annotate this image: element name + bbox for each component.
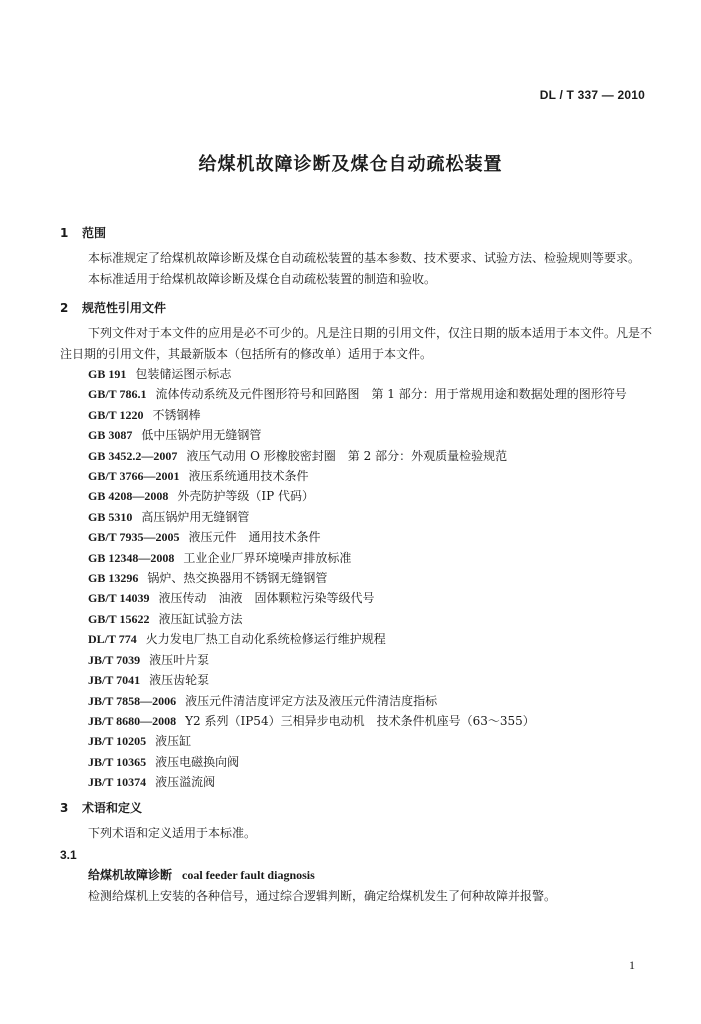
reference-item	[60, 568, 652, 588]
reference-item	[60, 711, 652, 731]
reference-item	[60, 609, 652, 629]
reference-item	[60, 772, 652, 792]
scope-paragraph-1: 本标准规定了给煤机故障诊断及煤仓自动疏松装置的基本参数、技术要求、试验方法、检验规则等要求。	[88, 251, 641, 265]
reference-code: GB 3452.2—2007	[88, 448, 178, 463]
reference-item	[60, 486, 652, 506]
reference-code: JB/T 7041	[88, 673, 141, 688]
reference-code: JB/T 10374	[88, 775, 147, 790]
reference-code: JB/T 10205	[88, 734, 147, 749]
reference-title: 高压锅炉用无缝钢管	[141, 509, 250, 524]
section-number: 3	[60, 800, 69, 815]
reference-item	[60, 588, 652, 608]
reference-title: 液压传动 油液 固体颗粒污染等级代号	[158, 591, 375, 606]
page-number: 1	[629, 958, 635, 972]
reference-item	[60, 405, 652, 425]
reference-title: 液压溢流阀	[155, 775, 216, 790]
reference-code: DL/T 774	[88, 632, 137, 647]
reference-title: 锅炉、热交换器用不锈钢无缝钢管	[147, 571, 328, 586]
terms-intro: 下列术语和定义适用于本标准。	[88, 825, 257, 840]
reference-code: GB 191	[88, 367, 127, 381]
standard-code-header: DL / T 337 — 2010	[539, 88, 645, 102]
reference-code: GB/T 7935—2005	[88, 530, 180, 545]
reference-item	[60, 425, 652, 445]
term-english: coal feeder fault diagnosis	[182, 868, 315, 883]
section-heading-scope	[60, 222, 652, 244]
section-title: 术语和定义	[82, 800, 143, 815]
reference-title: 不锈钢棒	[152, 407, 201, 422]
reference-title: 火力发电厂热工自动化系统检修运行维护规程	[145, 632, 386, 647]
reference-title: 液压气动用 O 形橡胶密封圈 第 2 部分：外观质量检验规范	[186, 448, 508, 463]
section-title: 规范性引用文件	[82, 301, 167, 315]
reference-title: 流体传动系统及元件图形符号和回路图 第 1 部分：用于常规用途和数据处理的图形符号	[155, 387, 627, 402]
reference-code: GB 5310	[88, 509, 133, 524]
section-title: 范围	[82, 226, 107, 240]
reference-code: GB 3087	[88, 428, 133, 443]
reference-title: 液压叶片泵	[149, 652, 210, 667]
normative-intro: 下列文件对于本文件的应用是必不可少的。凡是注日期的引用文件，仅注日期的版本适用于本文件。凡是不注日期的引用文件，其最新版本（包括所有的修改单）适用于本文件。	[60, 326, 653, 361]
reference-title: 液压电磁换向阀	[155, 754, 240, 769]
term-chinese: 给煤机故障诊断	[88, 868, 173, 883]
reference-code: GB/T 14039	[88, 591, 150, 606]
reference-code: JB/T 8680—2008	[88, 713, 177, 728]
reference-title: 外壳防护等级（IP 代码）	[177, 489, 314, 504]
reference-list	[60, 364, 652, 793]
section-heading-normative	[60, 297, 652, 319]
reference-item	[60, 466, 652, 486]
reference-code: JB/T 10365	[88, 754, 147, 769]
reference-code: GB 4208—2008	[88, 489, 169, 504]
reference-title: 液压齿轮泵	[149, 673, 210, 688]
reference-item	[60, 364, 652, 384]
reference-title: 包装储运图示标志	[135, 367, 232, 381]
reference-item	[60, 507, 652, 527]
reference-item	[60, 752, 652, 772]
reference-title: 液压元件清洁度评定方法及液压元件清洁度指标	[185, 693, 438, 708]
scope-paragraph-2: 本标准适用于给煤机故障诊断及煤仓自动疏松装置的制造和验收。	[88, 271, 437, 286]
reference-title: 工业企业厂界环境噪声排放标准	[183, 550, 352, 565]
reference-code: JB/T 7039	[88, 652, 141, 667]
term-number: 3.1	[60, 848, 77, 863]
reference-code: GB/T 3766—2001	[88, 469, 180, 484]
section-number: 2	[60, 301, 69, 315]
reference-code: GB 13296	[88, 571, 139, 586]
reference-code: GB/T 786.1	[88, 387, 147, 402]
reference-title: 液压缸试验方法	[158, 611, 243, 626]
reference-item	[60, 527, 652, 547]
document-title: 给煤机故障诊断及煤仓自动疏松装置	[198, 154, 503, 175]
reference-code: GB/T 15622	[88, 611, 150, 626]
document-body	[60, 222, 652, 906]
reference-code: JB/T 7858—2006	[88, 693, 177, 708]
reference-title: 液压元件 通用技术条件	[188, 530, 321, 545]
reference-code: GB 12348—2008	[88, 550, 175, 565]
reference-item	[60, 650, 652, 670]
reference-item	[60, 691, 652, 711]
reference-item	[60, 731, 652, 751]
reference-title: 液压缸	[155, 734, 192, 749]
reference-title: Y2 系列（IP54）三相异步电动机 技术条件机座号（63～355）	[185, 713, 535, 728]
reference-item	[60, 629, 652, 649]
section-heading-terms	[60, 797, 652, 819]
reference-item	[60, 446, 652, 466]
term-definition: 检测给煤机上安装的各种信号，通过综合逻辑判断，确定给煤机发生了何种故障并报警。	[88, 888, 557, 903]
reference-item	[60, 548, 652, 568]
reference-item	[60, 384, 652, 404]
section-number: 1	[60, 226, 69, 240]
term-name	[60, 865, 652, 886]
reference-code: GB/T 1220	[88, 407, 144, 422]
reference-title: 低中压锅炉用无缝钢管	[141, 428, 262, 443]
reference-title: 液压系统通用技术条件	[188, 469, 309, 484]
reference-item	[60, 670, 652, 690]
